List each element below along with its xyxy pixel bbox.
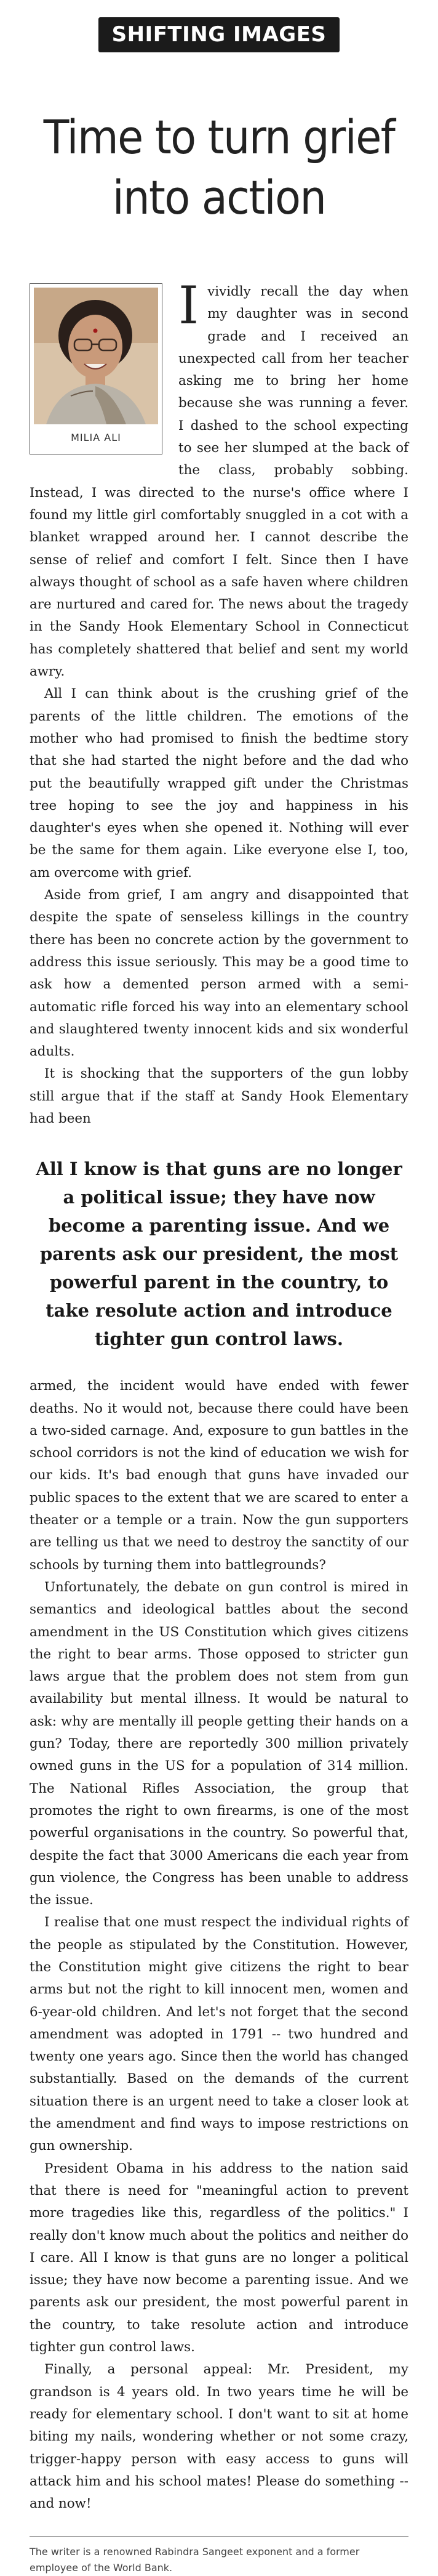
paragraph-6: Unfortunately, the debate on gun control is mired in semantics and ideological battles about the second amendment in the US Constitution which gives citizens the right to bear arms. Those opposed to stricter gun laws argue that the problem does not stem from gun availability but mental illness. It would be natural to ask: why are mentally ill people getting their hands on a gun? Today, there are reportedly 300 million privately owned guns in the US for a population of 314 million. The National Rifles Association, the group that promotes the right to own firearms, is one of the most powerful organisations in the country. So powerful that, despite the fact that 3000 Americans die each year from gun violence, the Congress has been unable to address the issue. — [30, 1579, 408, 1908]
paragraph-3: Aside from grief, I am angry and disappointed that despite the spate of senseless killings in the country there has been no concrete action by the government to address this issue seriously. This may be a good time to ask how a demented person armed with a semi-automatic rifle forced his way into an elementary school and slaughtered twenty innocent kids and six wonderful adults. — [30, 887, 408, 1060]
article-body — [30, 275, 408, 2576]
pull-quote: All I know is that guns are no longer a political issue; they have now become a parenting issue. And we parents ask our president, the most powerful parent in the country, to take resolute action and introduce tighter gun control laws. — [36, 1158, 402, 1350]
paragraph-7: I realise that one must respect the individual rights of the people as stipulated by the Constitution. However, the Constitution might give citizens the right to bear arms but not the right to kill innocent men, women and 6-year-old children. And let's not forget that the second amendment was adopted in 1791 -- two hundred and twenty one years ago. Since then the world has changed substantially. Based on the demands of the current situation there is an urgent need to take a closer look at the amendment and find ways to impose restrictions on gun ownership. — [30, 1915, 408, 2154]
author-photo-box — [30, 283, 162, 454]
author-portrait-icon — [34, 288, 158, 424]
paragraph-2: All I can think about is the crushing grief of the parents of the little children. The emotions of the mother who had promised to finish the bedtime story that she had started the night before and the dad who put the beautifully wrapped gift under the Christmas tree hoping to see the joy and happiness in his daughter's eyes when she opened it. Nothing will ever be the same for them again. Like everyone else I, too, am overcome with grief. — [30, 686, 408, 881]
drop-cap: I — [178, 275, 199, 336]
author-name-caption: MILIA ALI — [71, 432, 121, 443]
author-footnote: The writer is a renowned Rabindra Sangeet exponent and a former employee of the World Bank. — [30, 2546, 360, 2574]
section-label: SHIFTING IMAGES — [98, 17, 340, 52]
paragraph-4: It is shocking that the supporters of the gun lobby still argue that if the staff at Sandy Hook Elementary had been — [30, 1066, 408, 1126]
author-photo — [34, 288, 158, 424]
paragraph-8: President Obama in his address to the nation said that there is need for "meaningful action to prevent more tragedies like this, regardless of the politics." I really don't know much about the politics and neither do I care. All I know is that guns are no longer a political issue; they have now become a parenting issue. And we parents ask our president, the most powerful parent in the country, to take resolute action and introduce tighter gun control laws. — [30, 2160, 408, 2356]
paragraph-9: Finally, a personal appeal: Mr. President, my grandson is 4 years old. In two years time he will be ready for elementary school. I don't want to sit at home biting my nails, wondering whether or not some crazy, trigger-happy person with easy access to guns will attack him and his school mates! Please do something -- and now! — [30, 2362, 408, 2512]
headline: Time to turn grief into action — [43, 110, 395, 225]
paragraph-5: armed, the incident would have ended with fewer deaths. No it would not, because there could have been a two-sided carnage. And, exposure to gun battles in the school corridors is not the kind of education we wish for our kids. It's bad enough that guns have invaded our public spaces to the extent that we are scared to enter a theater or a temple or a train. Now the gun supporters are telling us that we need to destroy the sanctity of our schools by turning them into battlegrounds? — [30, 1378, 408, 1573]
section-label-wrap — [30, 17, 408, 54]
paragraph-1-text: vividly recall the day when my daughter was in second grade and I received an unexpected call from her teacher asking me to bring her home because she was running a fever. I dashed to the school expecting to see her slumped at the back of the class, probably sobbing. Instead, I was directed to the nurse's office where I found my little girl comfortably snuggled in a cot with a blanket wrapped around her. I cannot describe the sense of relief and comfort I felt. Since then I have always thought of school as a safe haven where children are nurtured and cared for. The news about the tragedy in the Sandy Hook Elementary School in Connecticut has completely shattered that belief and sent my world awry. — [30, 284, 408, 680]
